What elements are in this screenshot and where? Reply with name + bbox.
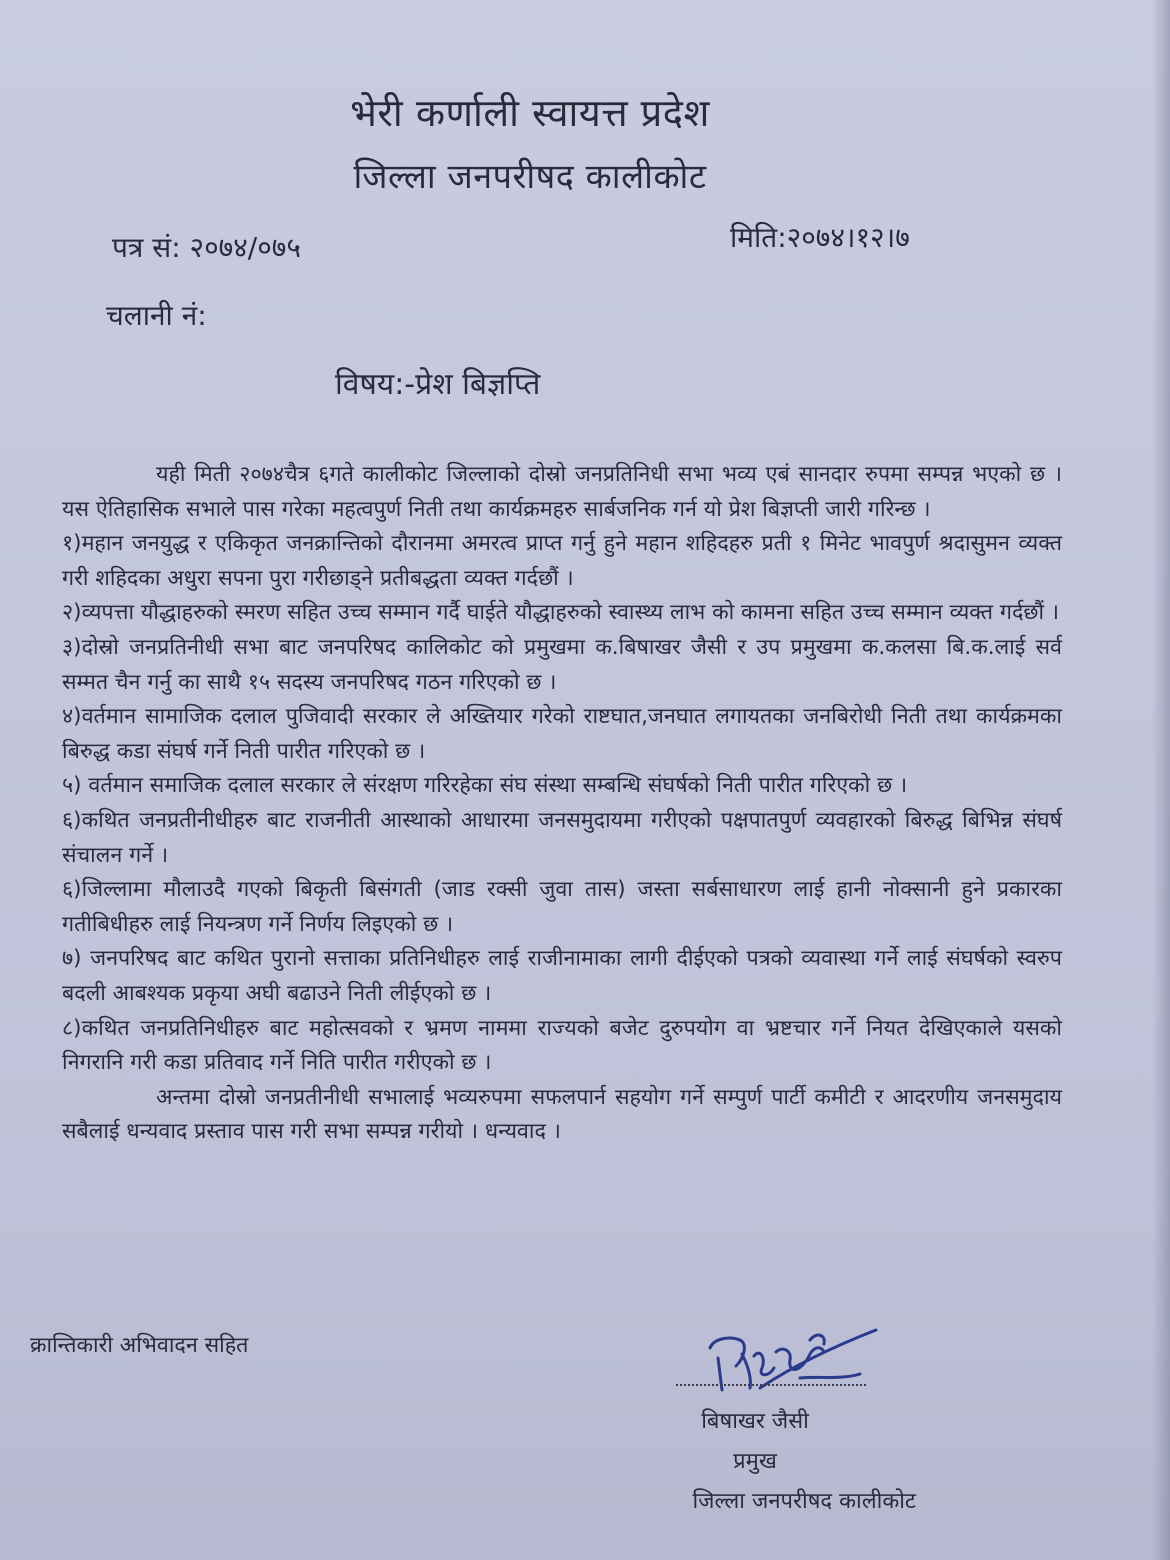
closing-salutation: क्रान्तिकारी अभिवादन सहित [30,1333,249,1358]
signatory-organization: जिल्ला जनपरीषद कालीकोट [692,1489,916,1514]
letter-date: मिति:२०७४।१२।७ [730,221,910,254]
signatory-position: प्रमुख [733,1449,777,1474]
signatory-name: बिषाखर जैसी [701,1409,809,1434]
dispatch-number: चलानी नं: [106,299,207,332]
paper-edge-shadow [1152,0,1170,1560]
signatory-block [590,1402,920,1522]
body-paragraph: ८)कथित जनप्रतिनिधीहरु बाट महोत्सवको र भ्रमण नाममा राज्यको बजेट दुरुपयोग वा भ्रष्टचार गर्ने नियत देखिएकाले यसको निगरानि गरी कडा प्रतिवाद गर्ने निति पारीत गरीएको छ । [62,1015,1062,1076]
document-subtitle: जिल्ला जनपरीषद कालीकोट [353,157,707,197]
document-title: भेरी कर्णाली स्वायत्त प्रदेश [350,91,710,135]
letter-subject: विषय:-प्रेश बिज्ञप्ति [335,367,541,402]
body-paragraph: ६)जिल्लामा मौलाउदै गएको बिकृती बिसंगती (जाड रक्सी जुवा तास) जस्ता सर्बसाधारण लाई हानी नोक्सानी हुने प्रकारका गतीबिधीहरु लाई नियन्त्रण गर्ने निर्णय लिइएको छ । [62,877,1062,937]
body-paragraph: २)व्यपत्ता यौद्धाहरुको स्मरण सहित उच्च सम्मान गर्दै घाईते यौद्धाहरुको स्वास्थ्य लाभ को कामना सहित उच्च सम्मान व्यक्त गर्दछौं । [62,600,1060,626]
body-paragraph: ६)कथित जनप्रतीनीधीहरु बाट राजनीती आस्थाको आधारमा जनसमुदायमा गरीएको पक्षपातपुर्ण व्यवहारको बिरुद्ध बिभिन्न संघर्ष संचालन गर्ने । [62,807,1062,868]
letter-body [62,458,1062,1150]
body-paragraph: ७) जनपरिषद बाट कथित पुरानो सत्ताका प्रतिनिधीहरु लाई राजीनामाका लागी दीईएको पत्रको व्यवास्था गर्ने लाई संघर्षको स्वरुप बदली आबश्यक प्रकृया अघी बढाउने निती लीईएको छ । [62,946,1062,1006]
body-paragraph: अन्तमा दोस्रो जनप्रतीनीधी सभालाई भव्यरुपमा सफलपार्न सहयोग गर्ने सम्पुर्ण पार्टी कमीटी र आदरणीय जनसमुदाय सबैलाई धन्यवाद प्रस्ताव पास गरी सभा सम्पन्न गरीयो । धन्यवाद । [62,1084,1062,1145]
body-paragraph: ३)दोस्रो जनप्रतिनीधी सभा बाट जनपरिषद कालिकोट को प्रमुखमा क.बिषाखर जैसी र उप प्रमुखमा क.कलसा बि.क.लाई सर्व सम्मत चैन गर्नु का साथै १५ सदस्य जनपरिषद गठन गरिएको छ । [62,634,1062,695]
handwritten-signature [700,1318,890,1398]
body-paragraph: ४)वर्तमान सामाजिक दलाल पुजिवादी सरकार ले अख्तियार गरेको राष्टघात,जनघात लगायतका जनबिरोधी निती तथा कार्यक्रमका बिरुद्ध कडा संघर्ष गर्ने निती पारीत गरिएको छ । [62,704,1062,764]
body-paragraph: ५) वर्तमान समाजिक दलाल सरकार ले संरक्षण गरिरहेका संघ संस्था सम्बन्धि संघर्षको निती पारीत गरिएको छ । [62,773,908,799]
body-paragraph: १)महान जनयुद्ध र एकिकृत जनक्रान्तिको दौरानमा अमरत्व प्राप्त गर्नु हुने महान शहिदहरु प्रती १ मिनेट भावपुर्ण श्रदासुमन व्यक्त गरी शहिदका अधुरा सपना पुरा गरीछाड्ने प्रतीबद्धता व्यक्त गर्दछौं । [62,531,1062,591]
body-paragraph: यही मिती २०७४चैत्र ६गते कालीकोट जिल्लाको दोस्रो जनप्रतिनिधी सभा भव्य एबं सानदार रुपमा सम्पन्न भएको छ । यस ऐतिहासिक सभाले पास गरेका महत्वपुर्ण निती तथा कार्यक्रमहरु सार्बजनिक गर्न यो प्रेश बिज्ञप्ती जारी गरिन्छ । [62,462,1062,522]
letter-number: पत्र सं: २०७४/०७५ [112,231,301,264]
signature-line [676,1384,866,1386]
